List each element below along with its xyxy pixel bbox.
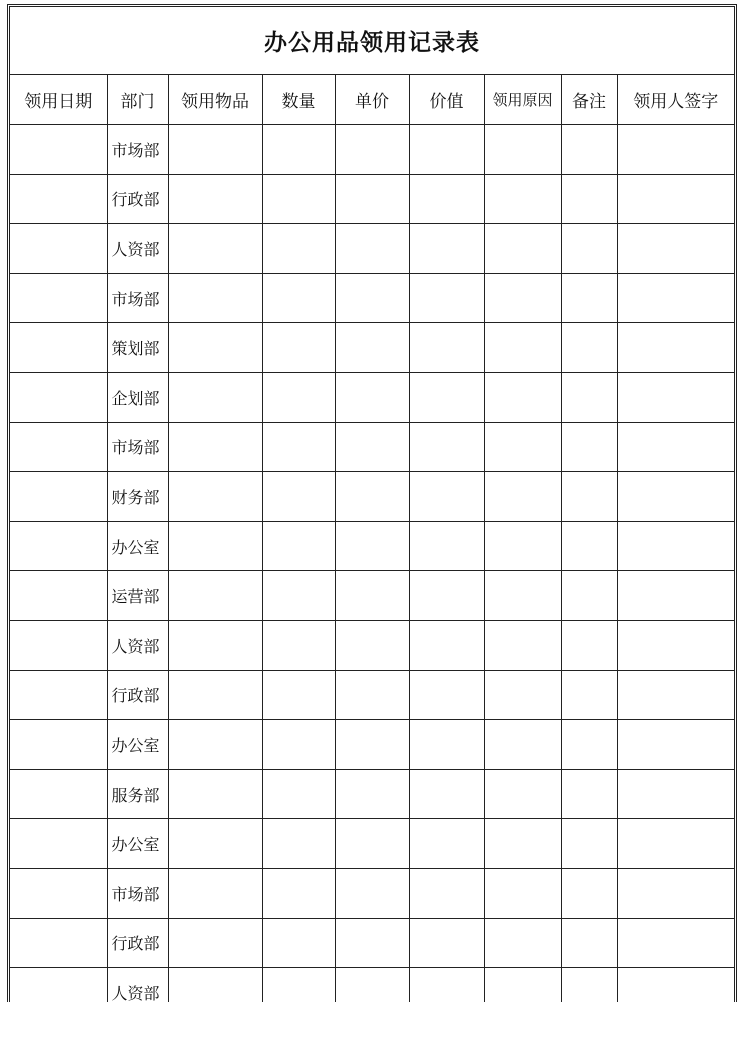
cell-quantity[interactable] (262, 422, 335, 472)
cell-quantity[interactable] (262, 620, 335, 670)
cell-department: 人资部 (107, 620, 168, 670)
cell-department: 人资部 (107, 968, 168, 1002)
table-row (10, 323, 734, 373)
cell-signature[interactable] (617, 918, 734, 968)
cell-unit-price[interactable] (335, 323, 409, 373)
cell-value[interactable] (409, 174, 484, 224)
cell-unit-price[interactable] (335, 571, 409, 621)
cell-item[interactable] (168, 224, 262, 274)
record-table (10, 75, 734, 1002)
cell-unit-price[interactable] (335, 521, 409, 571)
cell-reason[interactable] (484, 620, 561, 670)
cell-value[interactable] (409, 125, 484, 175)
cell-date[interactable] (10, 323, 107, 373)
cell-department: 办公室 (107, 521, 168, 571)
cell-quantity[interactable] (262, 521, 335, 571)
header-signature: 领用人签字 (617, 75, 734, 125)
cell-unit-price[interactable] (335, 472, 409, 522)
cell-remark[interactable] (561, 224, 617, 274)
table-row (10, 769, 734, 819)
cell-quantity[interactable] (262, 819, 335, 869)
cell-value[interactable] (409, 422, 484, 472)
cell-item[interactable] (168, 918, 262, 968)
header-item: 领用物品 (168, 75, 262, 125)
cell-date[interactable] (10, 422, 107, 472)
cell-department: 运营部 (107, 571, 168, 621)
cell-department: 市场部 (107, 125, 168, 175)
cell-unit-price[interactable] (335, 224, 409, 274)
cell-remark[interactable] (561, 521, 617, 571)
cell-quantity[interactable] (262, 125, 335, 175)
cell-value[interactable] (409, 769, 484, 819)
table-row (10, 521, 734, 571)
cell-signature[interactable] (617, 620, 734, 670)
cell-quantity[interactable] (262, 720, 335, 770)
cell-value[interactable] (409, 918, 484, 968)
cell-quantity[interactable] (262, 918, 335, 968)
cell-remark[interactable] (561, 472, 617, 522)
cell-remark[interactable] (561, 174, 617, 224)
cell-reason[interactable] (484, 868, 561, 918)
cell-department: 策划部 (107, 323, 168, 373)
header-value: 价值 (409, 75, 484, 125)
header-reason: 领用原因 (484, 75, 561, 125)
cell-remark[interactable] (561, 918, 617, 968)
cell-unit-price[interactable] (335, 422, 409, 472)
header-department: 部门 (107, 75, 168, 125)
cell-signature[interactable] (617, 125, 734, 175)
cell-remark[interactable] (561, 968, 617, 1002)
table-row (10, 968, 734, 1002)
table-row (10, 868, 734, 918)
cell-signature[interactable] (617, 769, 734, 819)
cell-value[interactable] (409, 968, 484, 1002)
cell-value[interactable] (409, 224, 484, 274)
table-row (10, 125, 734, 175)
table-row (10, 422, 734, 472)
cell-quantity[interactable] (262, 224, 335, 274)
table-row (10, 174, 734, 224)
cell-date[interactable] (10, 372, 107, 422)
cell-signature[interactable] (617, 670, 734, 720)
cell-value[interactable] (409, 472, 484, 522)
cell-item[interactable] (168, 571, 262, 621)
cell-remark[interactable] (561, 273, 617, 323)
cell-item[interactable] (168, 521, 262, 571)
record-sheet (7, 4, 737, 1002)
cell-department: 行政部 (107, 174, 168, 224)
cell-date[interactable] (10, 968, 107, 1002)
cell-item[interactable] (168, 174, 262, 224)
cell-signature[interactable] (617, 273, 734, 323)
cell-signature[interactable] (617, 521, 734, 571)
cell-remark[interactable] (561, 323, 617, 373)
cell-remark[interactable] (561, 422, 617, 472)
cell-date[interactable] (10, 224, 107, 274)
cell-signature[interactable] (617, 571, 734, 621)
cell-date[interactable] (10, 273, 107, 323)
cell-unit-price[interactable] (335, 670, 409, 720)
cell-value[interactable] (409, 372, 484, 422)
cell-date[interactable] (10, 125, 107, 175)
cell-item[interactable] (168, 273, 262, 323)
cell-signature[interactable] (617, 720, 734, 770)
cell-value[interactable] (409, 819, 484, 869)
cell-quantity[interactable] (262, 670, 335, 720)
cell-remark[interactable] (561, 372, 617, 422)
cell-unit-price[interactable] (335, 372, 409, 422)
cell-value[interactable] (409, 868, 484, 918)
cell-reason[interactable] (484, 125, 561, 175)
cell-item[interactable] (168, 472, 262, 522)
cell-item[interactable] (168, 372, 262, 422)
cell-unit-price[interactable] (335, 720, 409, 770)
cell-unit-price[interactable] (335, 819, 409, 869)
cell-signature[interactable] (617, 968, 734, 1002)
table-row (10, 918, 734, 968)
cell-item[interactable] (168, 125, 262, 175)
cell-remark[interactable] (561, 819, 617, 869)
cell-date[interactable] (10, 521, 107, 571)
table-row (10, 224, 734, 274)
cell-reason[interactable] (484, 819, 561, 869)
cell-department: 人资部 (107, 224, 168, 274)
cell-date[interactable] (10, 620, 107, 670)
cell-signature[interactable] (617, 868, 734, 918)
cell-reason[interactable] (484, 372, 561, 422)
cell-remark[interactable] (561, 670, 617, 720)
cell-item[interactable] (168, 868, 262, 918)
cell-unit-price[interactable] (335, 125, 409, 175)
cell-quantity[interactable] (262, 769, 335, 819)
cell-unit-price[interactable] (335, 769, 409, 819)
cell-signature[interactable] (617, 174, 734, 224)
cell-value[interactable] (409, 720, 484, 770)
cell-signature[interactable] (617, 224, 734, 274)
cell-department: 办公室 (107, 819, 168, 869)
cell-quantity[interactable] (262, 372, 335, 422)
cell-department: 财务部 (107, 472, 168, 522)
cell-item[interactable] (168, 819, 262, 869)
cell-date[interactable] (10, 769, 107, 819)
cell-value[interactable] (409, 273, 484, 323)
cell-signature[interactable] (617, 323, 734, 373)
cell-remark[interactable] (561, 620, 617, 670)
cell-signature[interactable] (617, 819, 734, 869)
header-date: 领用日期 (10, 75, 107, 125)
cell-department: 服务部 (107, 769, 168, 819)
cell-value[interactable] (409, 571, 484, 621)
cell-department: 市场部 (107, 422, 168, 472)
cell-quantity[interactable] (262, 472, 335, 522)
cell-department: 办公室 (107, 720, 168, 770)
cell-reason[interactable] (484, 720, 561, 770)
header-remark: 备注 (561, 75, 617, 125)
cell-date[interactable] (10, 918, 107, 968)
header-quantity: 数量 (262, 75, 335, 125)
cell-unit-price[interactable] (335, 273, 409, 323)
cell-quantity[interactable] (262, 273, 335, 323)
cell-reason[interactable] (484, 323, 561, 373)
cell-reason[interactable] (484, 521, 561, 571)
cell-department: 企划部 (107, 372, 168, 422)
cell-item[interactable] (168, 323, 262, 373)
cell-unit-price[interactable] (335, 868, 409, 918)
cell-item[interactable] (168, 720, 262, 770)
sheet-title: 办公用品领用记录表 (10, 7, 734, 75)
cell-date[interactable] (10, 670, 107, 720)
cell-value[interactable] (409, 521, 484, 571)
cell-remark[interactable] (561, 769, 617, 819)
cell-unit-price[interactable] (335, 620, 409, 670)
cell-remark[interactable] (561, 125, 617, 175)
cell-reason[interactable] (484, 968, 561, 1002)
cell-signature[interactable] (617, 472, 734, 522)
cell-value[interactable] (409, 323, 484, 373)
cell-department: 市场部 (107, 868, 168, 918)
cell-date[interactable] (10, 868, 107, 918)
cell-reason[interactable] (484, 422, 561, 472)
cell-unit-price[interactable] (335, 174, 409, 224)
cell-value[interactable] (409, 670, 484, 720)
cell-item[interactable] (168, 422, 262, 472)
cell-date[interactable] (10, 720, 107, 770)
cell-item[interactable] (168, 769, 262, 819)
cell-department: 行政部 (107, 918, 168, 968)
cell-quantity[interactable] (262, 174, 335, 224)
cell-remark[interactable] (561, 720, 617, 770)
cell-department: 市场部 (107, 273, 168, 323)
cell-unit-price[interactable] (335, 918, 409, 968)
cell-signature[interactable] (617, 422, 734, 472)
table-row (10, 670, 734, 720)
cell-reason[interactable] (484, 174, 561, 224)
cell-reason[interactable] (484, 273, 561, 323)
cell-value[interactable] (409, 620, 484, 670)
cell-reason[interactable] (484, 769, 561, 819)
header-row (10, 75, 734, 125)
table-row (10, 819, 734, 869)
cell-date[interactable] (10, 571, 107, 621)
cell-date[interactable] (10, 174, 107, 224)
table-row (10, 372, 734, 422)
cell-remark[interactable] (561, 571, 617, 621)
cell-unit-price[interactable] (335, 968, 409, 1002)
cell-remark[interactable] (561, 868, 617, 918)
cell-reason[interactable] (484, 670, 561, 720)
cell-signature[interactable] (617, 372, 734, 422)
header-unit-price: 单价 (335, 75, 409, 125)
cell-reason[interactable] (484, 224, 561, 274)
cell-date[interactable] (10, 819, 107, 869)
cell-item[interactable] (168, 670, 262, 720)
cell-item[interactable] (168, 620, 262, 670)
cell-reason[interactable] (484, 918, 561, 968)
cell-quantity[interactable] (262, 323, 335, 373)
table-body (10, 125, 734, 1003)
cell-reason[interactable] (484, 571, 561, 621)
cell-department: 行政部 (107, 670, 168, 720)
table-row (10, 571, 734, 621)
cell-quantity[interactable] (262, 968, 335, 1002)
cell-quantity[interactable] (262, 868, 335, 918)
cell-item[interactable] (168, 968, 262, 1002)
cell-date[interactable] (10, 472, 107, 522)
table-row (10, 273, 734, 323)
table-row (10, 720, 734, 770)
table-row (10, 620, 734, 670)
cell-reason[interactable] (484, 472, 561, 522)
table-row (10, 472, 734, 522)
cell-quantity[interactable] (262, 571, 335, 621)
